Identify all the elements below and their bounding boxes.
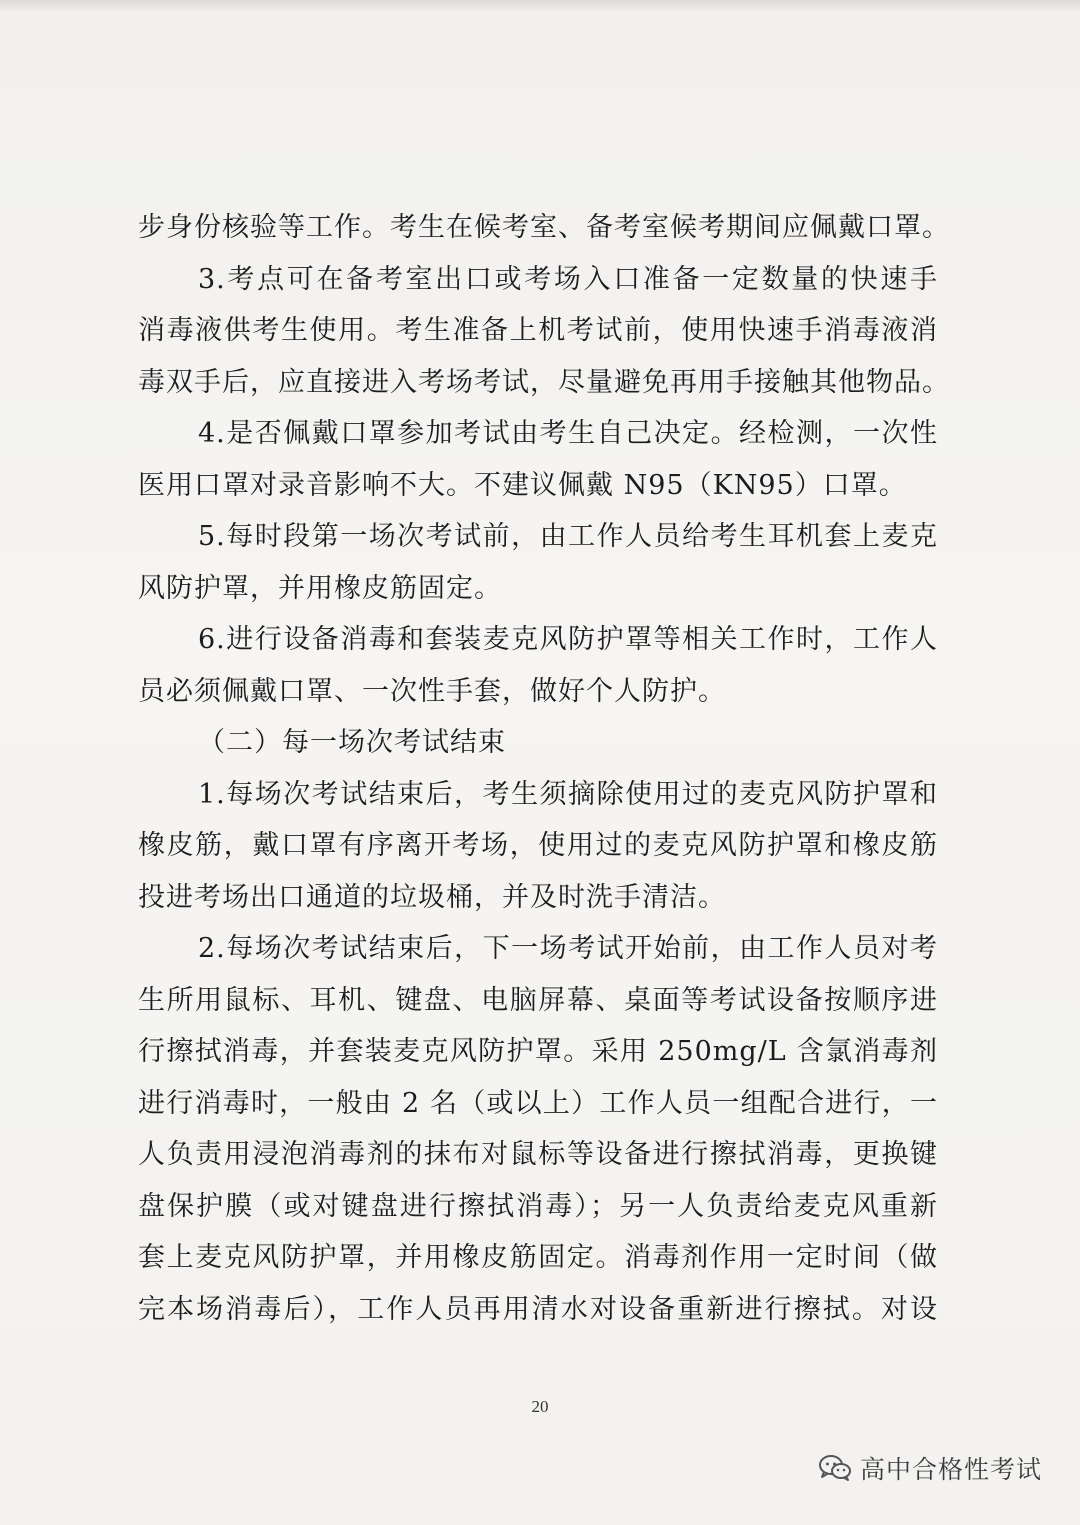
text-line: 完本场消毒后），工作人员再用清水对设备重新进行擦拭。对设 [138, 1293, 938, 1325]
text-line: 2.每场次考试结束后，下一场考试开始前，由工作人员对考 [198, 933, 938, 964]
text-line: 3.考点可在备考室出口或考场入口准备一定数量的快速手 [198, 263, 938, 295]
text-line: 套上麦克风防护罩，并用橡皮筋固定。消毒剂作用一定时间（做 [138, 1242, 938, 1273]
text-line: 行擦拭消毒，并套装麦克风防护罩。采用 250mg/L 含氯消毒剂 [138, 1036, 938, 1067]
text-line: 进行消毒时，一般由 2 名（或以上）工作人员一组配合进行，一 [138, 1087, 938, 1119]
page-number: 20 [531, 1397, 549, 1416]
watermark [818, 1448, 1042, 1488]
text-line: 步身份核验等工作。考生在候考室、备考室候考期间应佩戴口罩。 [138, 212, 950, 243]
text-line: 橡皮筋，戴口罩有序离开考场，使用过的麦克风防护罩和橡皮筋 [138, 830, 938, 861]
scan-edge [0, 0, 1080, 12]
text-line: 员必须佩戴口罩、一次性手套，做好个人防护。 [138, 675, 726, 707]
section-heading: （二）每一场次考试结束 [198, 727, 506, 758]
watermark-text: 高中合格性考试 [860, 1455, 1043, 1484]
document-body [138, 202, 950, 1335]
text-line: 风防护罩，并用橡皮筋固定。 [138, 572, 502, 604]
text-line: 5.每时段第一场次考试前，由工作人员给考生耳机套上麦克 [198, 521, 938, 552]
text-line: 人负责用浸泡消毒剂的抹布对鼠标等设备进行擦拭消毒，更换键 [138, 1139, 938, 1170]
text-line: 盘保护膜（或对键盘进行擦拭消毒）；另一人负责给麦克风重新 [138, 1190, 938, 1222]
text-line: 医用口罩对录音影响不大。不建议佩戴 N95（KN95）口罩。 [138, 469, 907, 501]
text-line: 1.每场次考试结束后，考生须摘除使用过的麦克风防护罩和 [198, 778, 938, 810]
text-line: 毒双手后，应直接进入考场考试，尽量避免再用手接触其他物品。 [138, 366, 950, 398]
text-line: 4.是否佩戴口罩参加考试由考生自己决定。经检测，一次性 [198, 418, 938, 449]
wechat-icon [818, 1454, 852, 1482]
text-line: 投进考场出口通道的垃圾桶，并及时洗手清洁。 [138, 881, 726, 913]
text-line: 消毒液供考生使用。考生准备上机考试前，使用快速手消毒液消 [138, 315, 938, 346]
text-line: 6.进行设备消毒和套装麦克风防护罩等相关工作时，工作人 [198, 624, 938, 655]
text-line: 生所用鼠标、耳机、键盘、电脑屏幕、桌面等考试设备按顺序进 [138, 984, 938, 1016]
